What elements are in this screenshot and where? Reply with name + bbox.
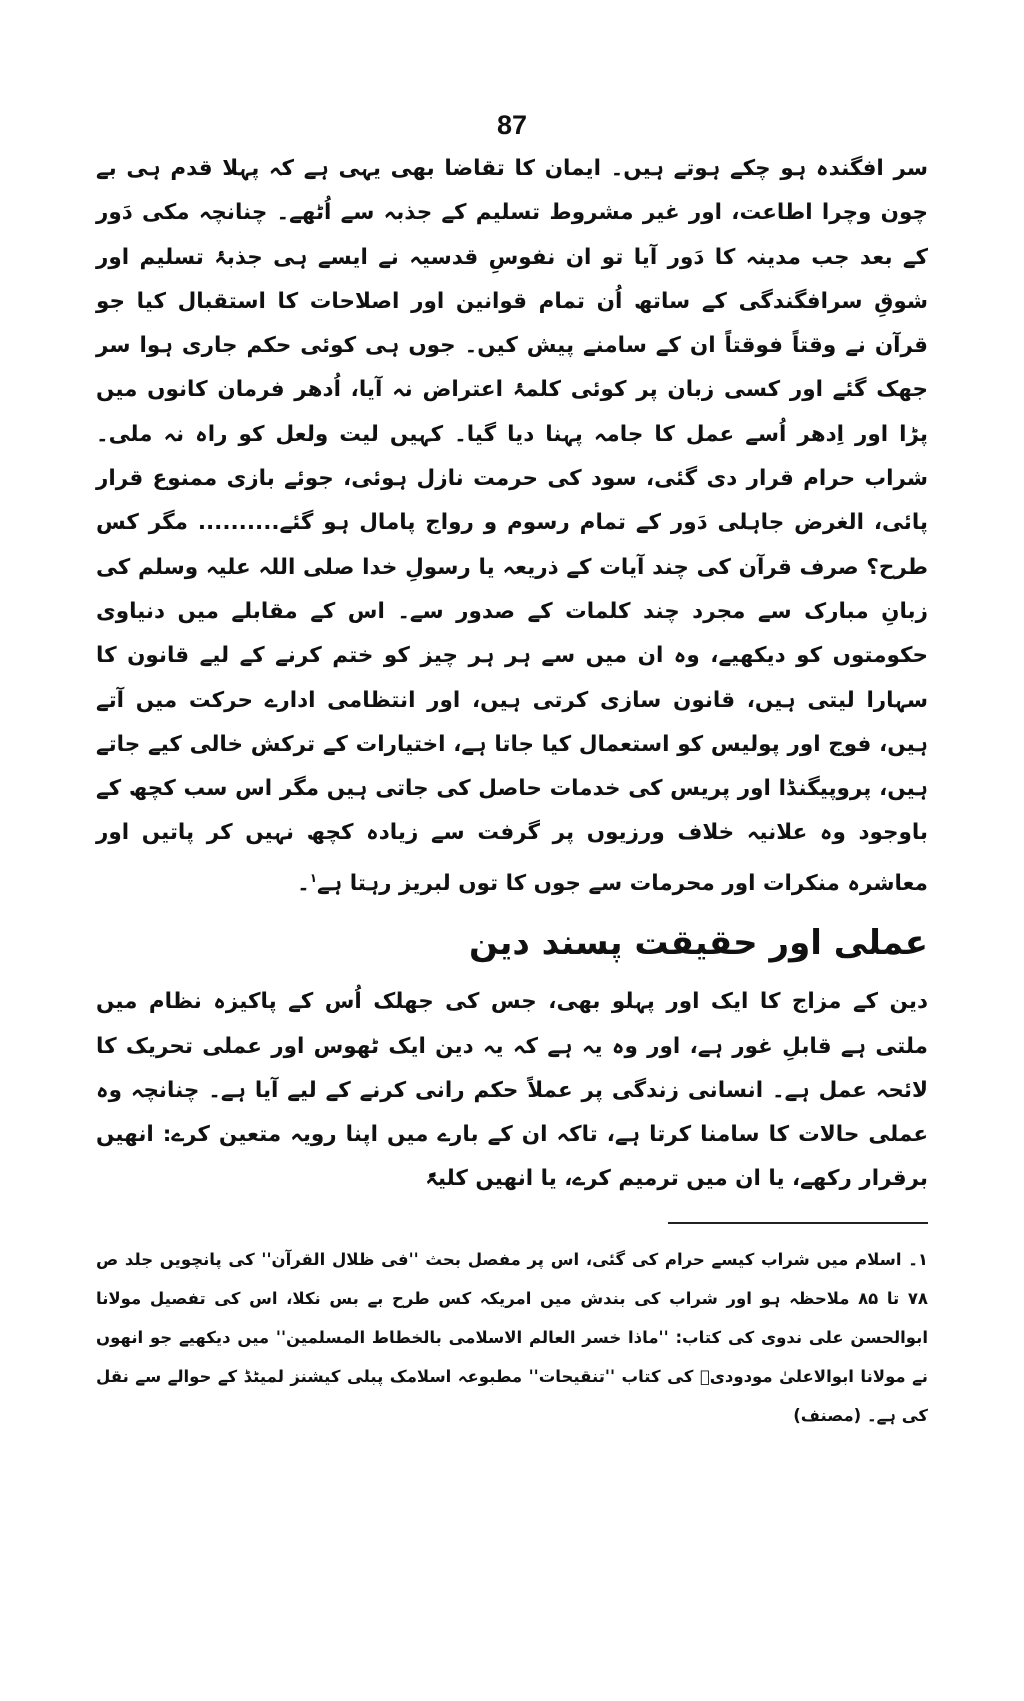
footnote-divider	[668, 1222, 928, 1224]
paragraph-1	[96, 147, 928, 906]
paragraph-1-end: ۔	[297, 870, 310, 896]
paragraph-2: دین کے مزاج کا ایک اور پہلو بھی، جس کی جھلک اُس کے پاکیزہ نظام میں ملتی ہے قابلِ غور ہے، اور وہ یہ ہے کہ یہ دین ایک ٹھوس اور عملی تحریک کا لائحہ عمل ہے۔ انسانی زندگی پر عملاً حکم رانی کرنے کے لیے آیا ہے۔ چنانچہ وہ عملی حالات کا سامنا کرتا ہے، تاکہ ان کے بارے میں اپنا رویہ متعین کرے: انھیں برقرار رکھے، یا ان میں ترمیم کرے، یا انھیں کلیۃً	[96, 989, 928, 1192]
main-text-2	[96, 980, 928, 1201]
section-heading: عملی اور حقیقت پسند دین	[468, 923, 928, 964]
page-number: 87	[496, 110, 528, 140]
paragraph-1-text: سر افگندہ ہو چکے ہوتے ہیں۔ ایمان کا تقاضا بھی یہی ہے کہ پہلا قدم ہی بے چون وچرا اطاعت، اور غیر مشروط تسلیم کے جذبہ سے اُٹھے۔ چنانچہ مکی دَور کے بعد جب مدینہ کا دَور آیا تو ان نفوسِ قدسیہ نے ایسے ہی جذبۂ تسلیم اور شوقِ سرافگندگی کے ساتھ اُن تمام قوانین اور اصلاحات کا استقبال کیا جو قرآن نے وقتاً فوقتاً ان کے سامنے پیش کیں۔ جوں ہی کوئی حکم جاری ہوا سر جھک گئے اور کسی زبان پر کوئی کلمۂ اعتراض نہ آیا، اُدھر فرمان کانوں میں پڑا اور اِدھر اُسے عمل کا جامہ پہنا دیا گیا۔ کہیں لیت ولعل کو راہ نہ ملی۔ شراب حرام قرار دی گئی، سود کی حرمت نازل ہوئی، جوئے بازی ممنوع قرار پائی، الغرض جاہلی دَور کے تمام رسوم و رواج پامال ہو گئے.......... مگر کس طرح؟ صرف قرآن کی چند آیات کے ذریعہ یا رسولِ خدا صلی اللہ علیہ وسلم کی زبانِ مبارک سے مجرد چند کلمات کے صدور سے۔ اس کے مقابلے میں دنیاوی حکومتوں کو دیکھیے، وہ ان میں سے ہر ہر چیز کو ختم کرنے کے لیے قانون کا سہارا لیتی ہیں، قانون سازی کرتی ہیں، اور انتظامی ادارے حرکت میں آتے ہیں، فوج اور پولیس کو استعمال کیا جاتا ہے، اختیارات کے ترکش خالی کیے جاتے ہیں، پروپیگنڈا اور پریس کی خدمات حاصل کی جاتی ہیں مگر اس سب کچھ کے باوجود وہ علانیہ خلاف ورزیوں پر گرفت سے زیادہ کچھ نہیں کر پاتیں اور معاشرہ منکرات اور محرمات سے جوں کا توں لبریز رہتا ہے	[96, 156, 928, 896]
footnote-1: ۱۔ اسلام میں شراب کیسے حرام کی گئی، اس پر مفصل بحث ''فی ظلال القرآن'' کی پانچویں جلد ص ۷۸ تا ۸۵ ملاحظہ ہو اور شراب کی بندش میں امریکہ کس طرح بے بس نکلا، اس کی تفصیل مولانا ابوالحسن علی ندوی کی کتاب: ''ماذا خسر العالم الاسلامی بالخطاط المسلمین'' میں دیکھیے جو انھوں نے مولانا ابوالاعلیٰ مودودیؒ کی کتاب ''تنقیحات'' مطبوعہ اسلامک پبلی کیشنز لمیٹڈ کے حوالے سے نقل کی ہے۔ (مصنف)	[96, 1249, 928, 1425]
footnotes	[96, 1240, 928, 1435]
main-text	[96, 147, 928, 906]
footnote-reference: ۱	[309, 870, 318, 885]
